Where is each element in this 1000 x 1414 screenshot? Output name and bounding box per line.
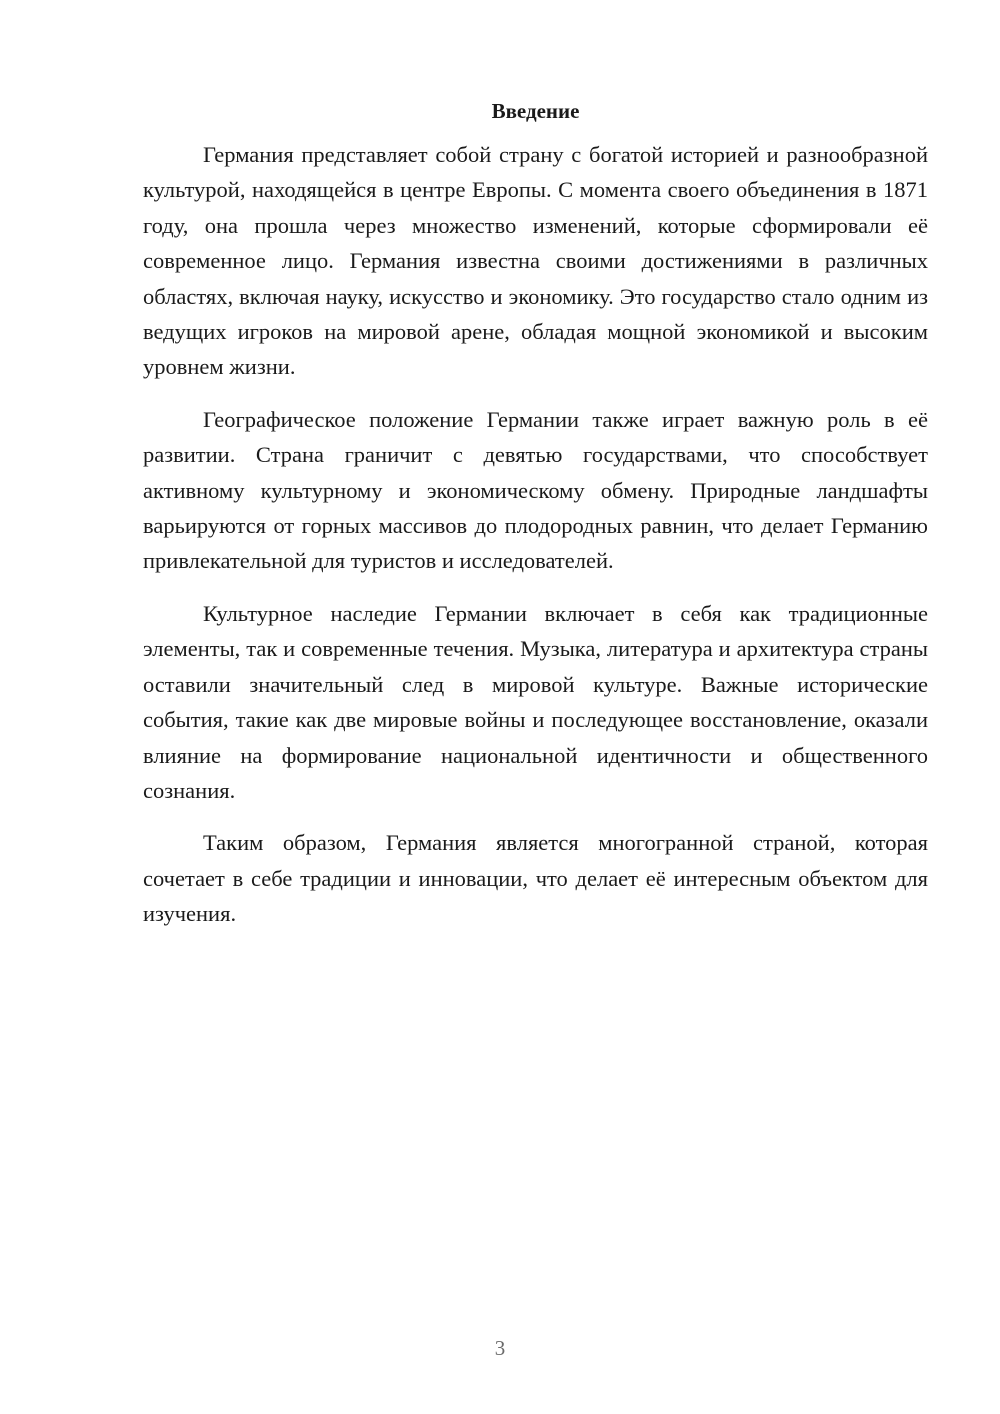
paragraph-3: Культурное наследие Германии включает в себя как традиционные элементы, так и современные течения. Музыка, литература и архитектура страны оставили значительный след в мировой культуре. Важные исторические события, такие как две мировые войны и последующее восстановление, оказали влияние на формирование национальной идентичности и общественного сознания. <box>143 600 928 803</box>
page-number: 3 <box>494 1336 506 1360</box>
paragraph-2: Географическое положение Германии также играет важную роль в её развитии. Страна граничит с девятью государствами, что способствует активному культурному и экономическому обмену. Природные ландшафты варьируются от горных массивов до плодородных равнин, что делает Германию привлекательной для туристов и исследователей. <box>143 406 928 574</box>
paragraph-1: Германия представляет собой страну с богатой историей и разнообразной культурой, находящейся в центре Европы. С момента своего объединения в 1871 году, она прошла через множество изменений, которые сформировали её современное лицо. Германия известна своими достижениями в различных областях, включая науку, искусство и экономику. Это государство стало одним из ведущих игроков на мировой арене, обладая мощной экономикой и высоким уровнем жизни. <box>143 142 928 380</box>
section-heading: Введение <box>491 99 580 123</box>
paragraph-4: Таким образом, Германия является многогранной страной, которая сочетает в себе традиции и инновации, что делает её интересным объектом для изучения. <box>143 830 928 927</box>
page-content <box>143 96 928 949</box>
